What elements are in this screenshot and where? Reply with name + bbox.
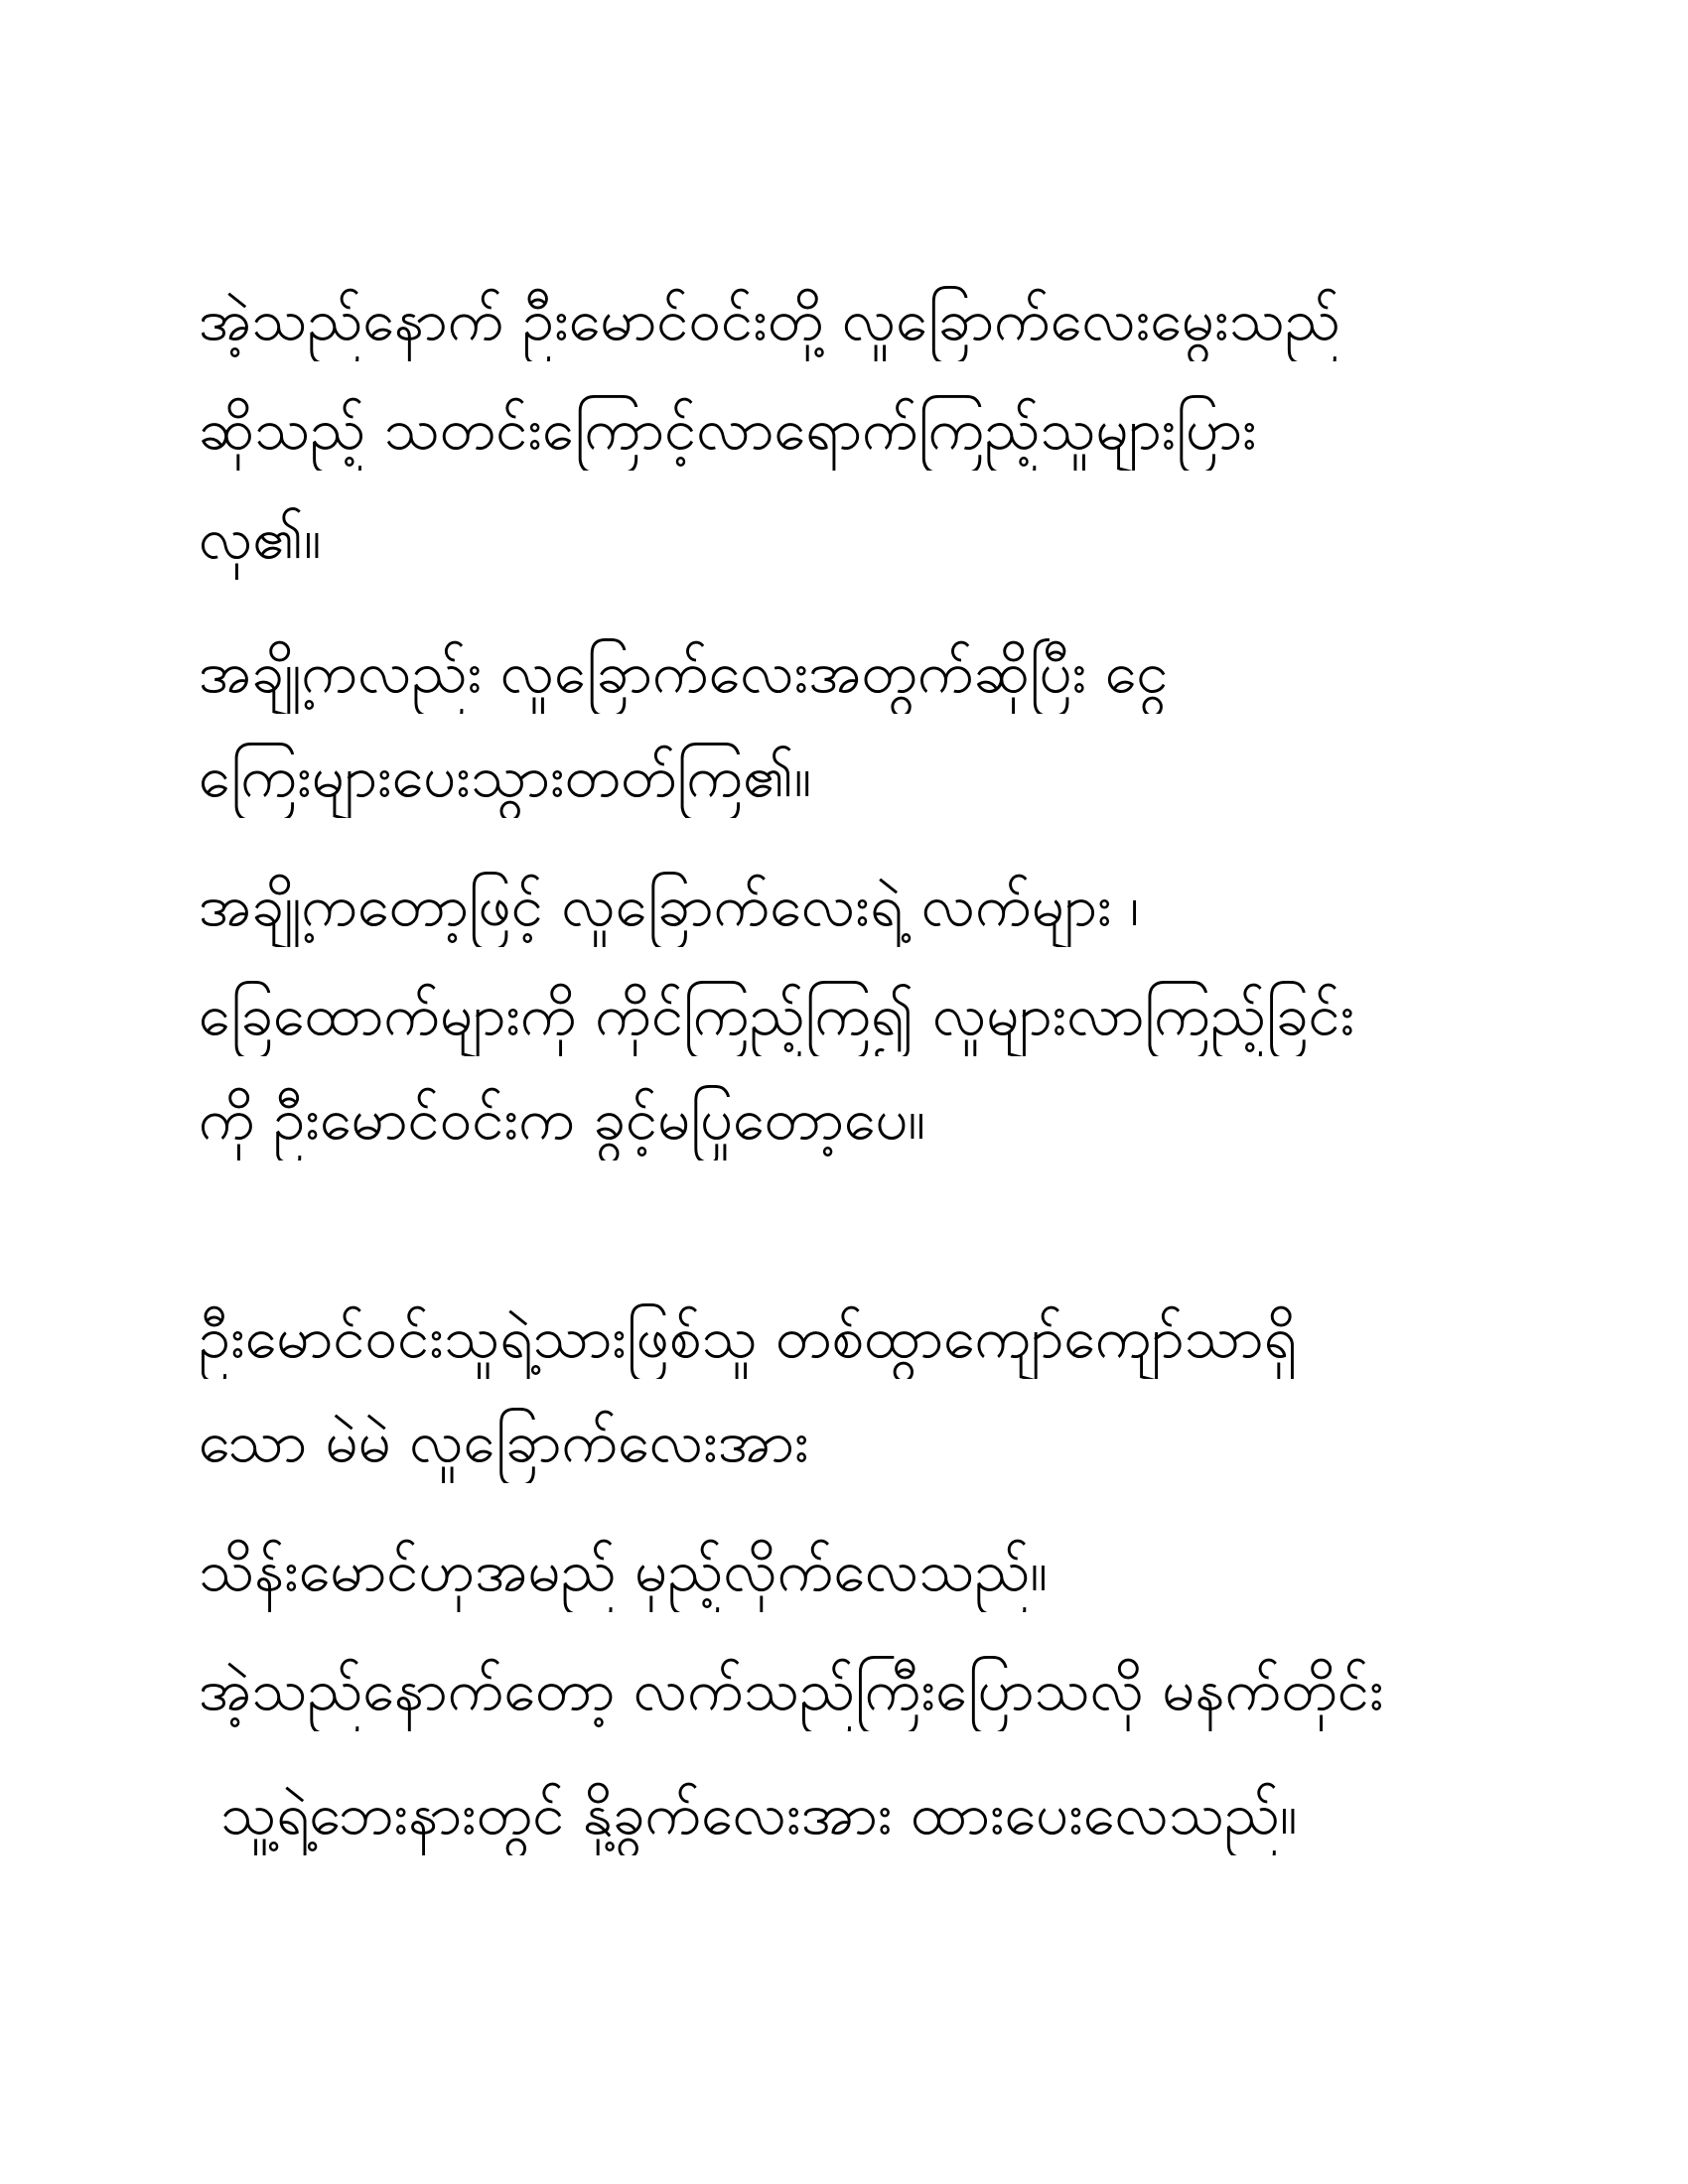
paragraph-3-line-2: ခြေထောက်များကို ကိုင်ကြည့်ကြ၍ လူများလာကြည့်ခြင်း — [199, 981, 1355, 1048]
paragraph-4-line-1: ဦးမောင်ဝင်းသူရဲ့သားဖြစ်သူ တစ်ထွာကျော်ကျော်သာရှိ — [199, 1303, 1297, 1371]
paragraph-5-line-1: သိန်းမောင်ဟုအမည် မှည့်လိုက်လေသည်။ — [199, 1537, 1049, 1604]
paragraph-2-line-2: ကြေးများပေးသွားတတ်ကြ၏။ — [199, 743, 812, 810]
paragraph-6-line-1: အဲ့သည်နောက်တော့ လက်သည်ကြီးပြောသလို မနက်တိုင်း — [199, 1656, 1384, 1723]
paragraph-1-line-2: ဆိုသည့် သတင်းကြောင့်လာရောက်ကြည့်သူများပြား — [199, 395, 1257, 463]
paragraph-1-line-3: လှ၏။ — [199, 504, 322, 572]
paragraph-3-line-3: ကို ဦးမောင်ဝင်းက ခွင့်မပြုတော့ပေ။ — [199, 1085, 926, 1153]
paragraph-7-line-1: သူ့ရဲ့ဘေးနားတွင် နို့ခွက်လေးအား ထားပေးလေသည်။ — [220, 1780, 1298, 1847]
paragraph-1-line-1: အဲ့သည်နောက် ဦးမောင်ဝင်းတို့ လူခြောက်လေးမွေးသည် — [199, 286, 1340, 353]
paragraph-4-line-2: သော မဲမဲ လူခြောက်လေးအား — [199, 1408, 809, 1475]
paragraph-2-line-1: အချို့ကလည်း လူခြောက်လေးအတွက်ဆိုပြီး ငွေ — [199, 638, 1169, 706]
paragraph-3-line-1: အချို့ကတော့ဖြင့် လူခြောက်လေးရဲ့ လက်များ ၊ — [199, 872, 1140, 939]
